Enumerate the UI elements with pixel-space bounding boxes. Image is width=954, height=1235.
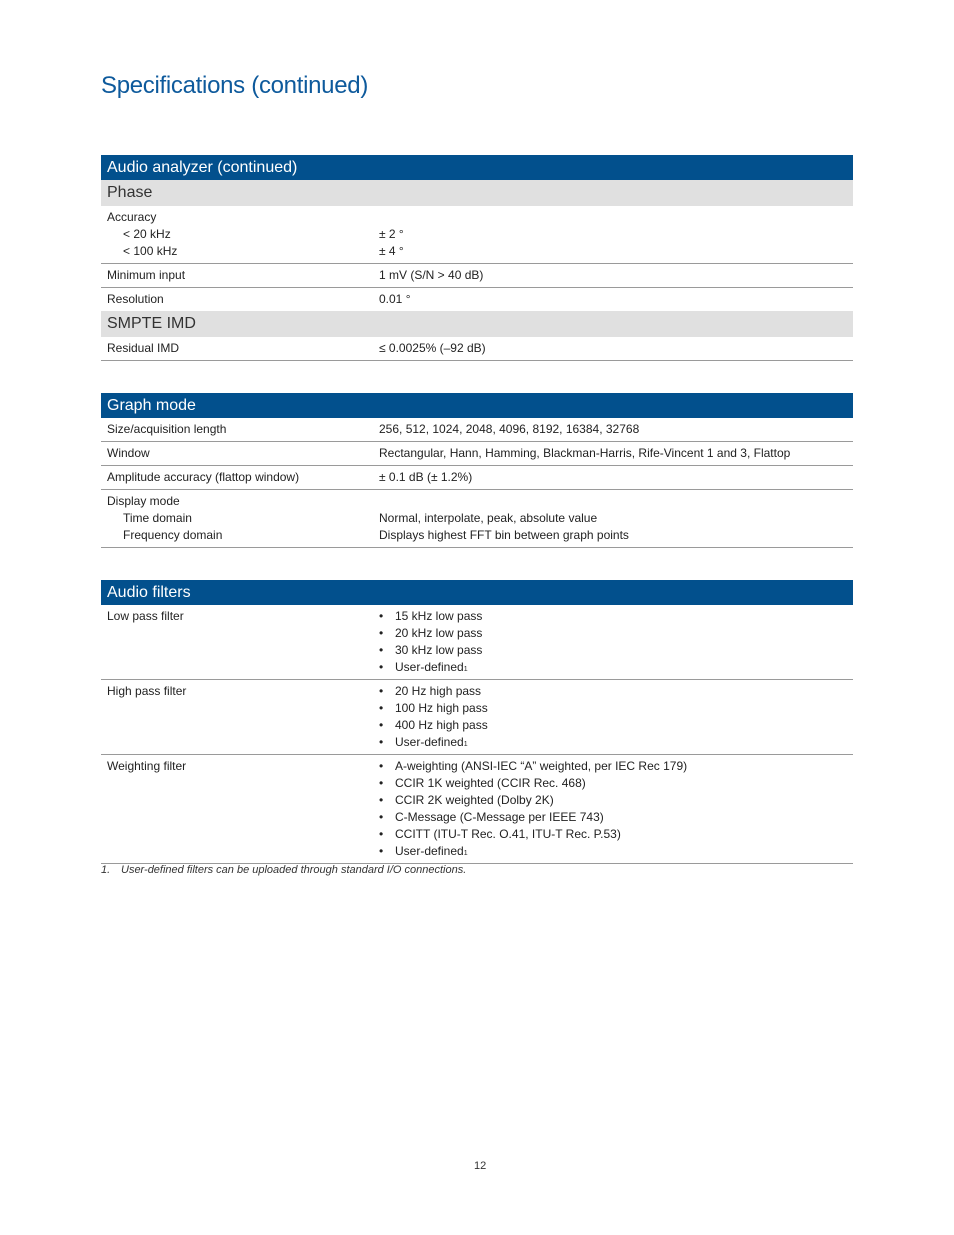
page-number: 12 <box>474 1160 487 1172</box>
user-defined-text: User-defined <box>395 660 464 674</box>
amplitude-accuracy-label: Amplitude accuracy (flattop window) <box>107 470 300 484</box>
resolution-value: 0.01 ° <box>379 292 411 306</box>
time-domain-label: Time domain <box>123 511 192 525</box>
low-pass-label: Low pass filter <box>107 609 184 623</box>
resolution-label: Resolution <box>107 292 164 306</box>
list-item: • 400 Hz high pass <box>379 717 853 734</box>
footnote-ref: 1 <box>463 666 468 673</box>
high-pass-label: High pass filter <box>107 684 187 698</box>
residual-imd-value: ≤ 0.0025% (–92 dB) <box>379 341 486 355</box>
amplitude-accuracy-value: ± 0.1 dB (± 1.2%) <box>379 470 473 484</box>
list-item: • 15 kHz low pass <box>379 608 853 625</box>
footnote-ref: 1 <box>463 850 468 857</box>
frequency-domain-value: Displays highest FFT bin between graph points <box>379 528 629 542</box>
window-value: Rectangular, Hann, Hamming, Blackman-Harris, Rife-Vincent 1 and 3, Flattop <box>379 446 791 460</box>
phase-subheader: Phase <box>101 180 853 206</box>
audio-analyzer-header: Audio analyzer (continued) <box>101 155 853 180</box>
minimum-input-row <box>101 264 853 288</box>
window-label: Window <box>107 446 150 460</box>
high-pass-list <box>379 683 853 751</box>
graph-mode-table <box>101 393 853 548</box>
audio-filters-table <box>101 580 853 864</box>
graph-mode-header: Graph mode <box>101 393 853 418</box>
accuracy-20khz-value: ± 2 ° <box>379 227 404 241</box>
minimum-input-value: 1 mV (S/N > 40 dB) <box>379 268 484 282</box>
time-domain-value: Normal, interpolate, peak, absolute value <box>379 511 598 525</box>
frequency-domain-label: Frequency domain <box>123 528 223 542</box>
user-defined-text: User-defined <box>395 735 464 749</box>
weighting-list <box>379 758 853 860</box>
list-item: • CCIR 1K weighted (CCIR Rec. 468) <box>379 775 853 792</box>
list-item <box>379 843 853 860</box>
residual-imd-row <box>101 337 853 361</box>
list-item <box>379 734 853 751</box>
display-mode-label: Display mode <box>107 494 180 508</box>
size-row <box>101 418 853 442</box>
audio-filters-header: Audio filters <box>101 580 853 605</box>
footnote <box>101 864 466 876</box>
size-value: 256, 512, 1024, 2048, 4096, 8192, 16384, 32768 <box>379 422 640 436</box>
list-item: • 30 kHz low pass <box>379 642 853 659</box>
accuracy-20khz-label: < 20 kHz <box>123 227 171 241</box>
low-pass-row <box>101 605 853 680</box>
list-item: • CCITT (ITU-T Rec. O.41, ITU-T Rec. P.53) <box>379 826 853 843</box>
smpte-subheader: SMPTE IMD <box>101 311 853 337</box>
list-item: • 20 Hz high pass <box>379 683 853 700</box>
amplitude-accuracy-row <box>101 466 853 490</box>
footnote-ref: 1 <box>463 741 468 748</box>
residual-imd-label: Residual IMD <box>107 341 180 355</box>
accuracy-100khz-value: ± 4 ° <box>379 244 404 258</box>
size-label: Size/acquisition length <box>107 422 227 436</box>
display-mode-row <box>101 490 853 548</box>
footnote-text: User-defined filters can be uploaded through standard I/O connections. <box>121 864 467 876</box>
audio-analyzer-table <box>101 155 853 361</box>
accuracy-100khz-label: < 100 kHz <box>123 244 178 258</box>
page-title: Specifications (continued) <box>101 72 369 99</box>
accuracy-label: Accuracy <box>107 210 157 224</box>
weighting-label: Weighting filter <box>107 759 187 773</box>
window-row <box>101 442 853 466</box>
list-item: • 20 kHz low pass <box>379 625 853 642</box>
list-item <box>379 659 853 676</box>
list-item: • A-weighting (ANSI-IEC “A” weighted, per IEC Rec 179) <box>379 758 853 775</box>
user-defined-text: User-defined <box>395 844 464 858</box>
list-item: • C-Message (C-Message per IEEE 743) <box>379 809 853 826</box>
weighting-row <box>101 755 853 864</box>
low-pass-list <box>379 608 853 676</box>
accuracy-row <box>101 206 853 264</box>
resolution-row <box>101 288 853 311</box>
footnote-number: 1. <box>101 864 111 876</box>
list-item: • CCIR 2K weighted (Dolby 2K) <box>379 792 853 809</box>
high-pass-row <box>101 680 853 755</box>
minimum-input-label: Minimum input <box>107 268 186 282</box>
list-item: • 100 Hz high pass <box>379 700 853 717</box>
